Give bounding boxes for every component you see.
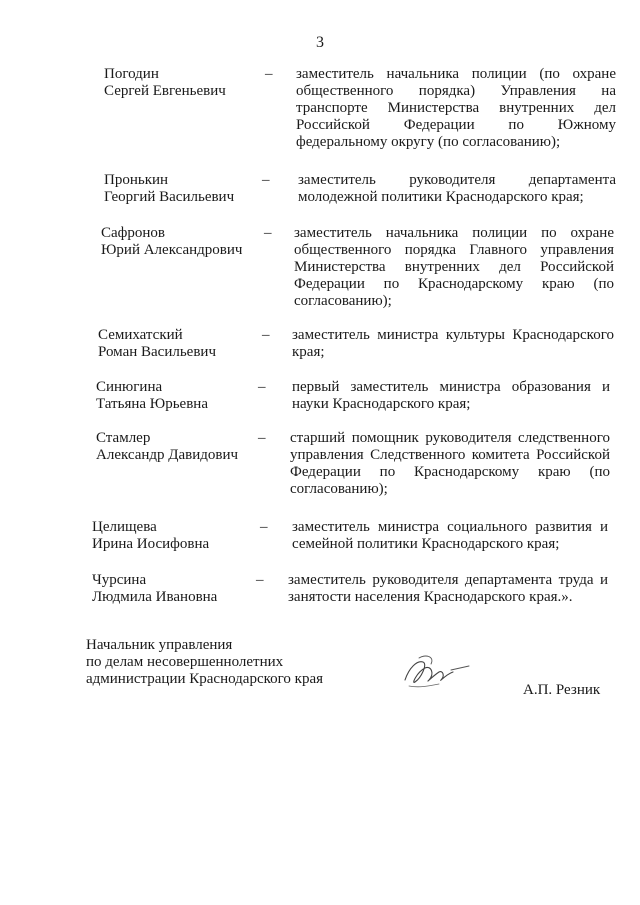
signatory-title bbox=[86, 637, 323, 688]
dash-separator: – bbox=[256, 572, 264, 588]
list-item bbox=[101, 225, 615, 315]
person-name bbox=[104, 66, 274, 100]
person-name bbox=[96, 430, 266, 464]
surname: Погодин bbox=[104, 66, 159, 82]
list-item bbox=[98, 327, 614, 367]
surname: Стамлер bbox=[96, 430, 151, 446]
surname: Семихатский bbox=[98, 327, 183, 343]
position-description: первый заместитель министра образования и науки Краснодарского края; bbox=[292, 379, 610, 412]
position-description: заместитель руководителя департамента труда и занятости населения Краснодарского края.». bbox=[288, 572, 608, 605]
given-names: Роман Васильевич bbox=[98, 344, 216, 360]
list-item bbox=[104, 172, 616, 212]
position-description: заместитель министра социального развития и семейной политики Краснодарского края; bbox=[292, 519, 608, 552]
given-names: Александр Давидович bbox=[96, 447, 239, 463]
person-name bbox=[96, 379, 266, 413]
list-item bbox=[92, 519, 612, 559]
given-names: Татьяна Юрьевна bbox=[96, 396, 208, 412]
surname: Синюгина bbox=[96, 379, 163, 395]
list-item bbox=[92, 572, 612, 612]
position-description: заместитель начальника полиции (по охране общественного порядка) Управления на транспорте Министерства внутренних дел Российской Федерации по Южному федеральному округу (по согласованию); bbox=[296, 66, 616, 150]
list-item bbox=[96, 379, 612, 419]
given-names: Сергей Евгеньевич bbox=[104, 83, 226, 99]
person-name bbox=[101, 225, 271, 259]
given-names: Юрий Александрович bbox=[101, 242, 243, 258]
surname: Чурсина bbox=[92, 572, 147, 588]
given-names: Георгий Васильевич bbox=[104, 189, 235, 205]
signatory-title-line: администрации Краснодарского края bbox=[86, 671, 324, 687]
handwritten-signature bbox=[395, 650, 475, 695]
dash-separator: – bbox=[265, 66, 273, 82]
person-name bbox=[104, 172, 274, 206]
dash-separator: – bbox=[262, 327, 270, 343]
surname: Пронькин bbox=[104, 172, 169, 188]
dash-separator: – bbox=[258, 430, 266, 446]
dash-separator: – bbox=[264, 225, 272, 241]
dash-separator: – bbox=[260, 519, 268, 535]
person-name bbox=[98, 327, 268, 361]
surname: Сафронов bbox=[101, 225, 165, 241]
dash-separator: – bbox=[258, 379, 266, 395]
person-name bbox=[92, 519, 262, 553]
signer-name: А.П. Резник bbox=[523, 682, 601, 698]
signatory-title-line: Начальник управления bbox=[86, 637, 233, 653]
given-names: Людмила Ивановна bbox=[92, 589, 218, 605]
person-name bbox=[92, 572, 262, 606]
position-description: старший помощник руководителя следственного управления Следственного комитета Российской Федерации по Краснодарскому краю (по согласованию); bbox=[290, 430, 610, 497]
position-description: заместитель руководителя департамента молодежной политики Краснодарского края; bbox=[298, 172, 616, 205]
list-item bbox=[104, 66, 616, 166]
page-number: 3 bbox=[316, 34, 324, 51]
position-description: заместитель министра культуры Краснодарского края; bbox=[292, 327, 614, 360]
position-description: заместитель начальника полиции по охране общественного порядка Главного управления Министерства внутренних дел Российской Федерации по Краснодарскому краю (по согласованию); bbox=[294, 225, 614, 309]
surname: Целищева bbox=[92, 519, 157, 535]
dash-separator: – bbox=[262, 172, 270, 188]
given-names: Ирина Иосифовна bbox=[92, 536, 210, 552]
list-item bbox=[96, 430, 612, 505]
signatory-title-line: по делам несовершеннолетних bbox=[86, 654, 284, 670]
